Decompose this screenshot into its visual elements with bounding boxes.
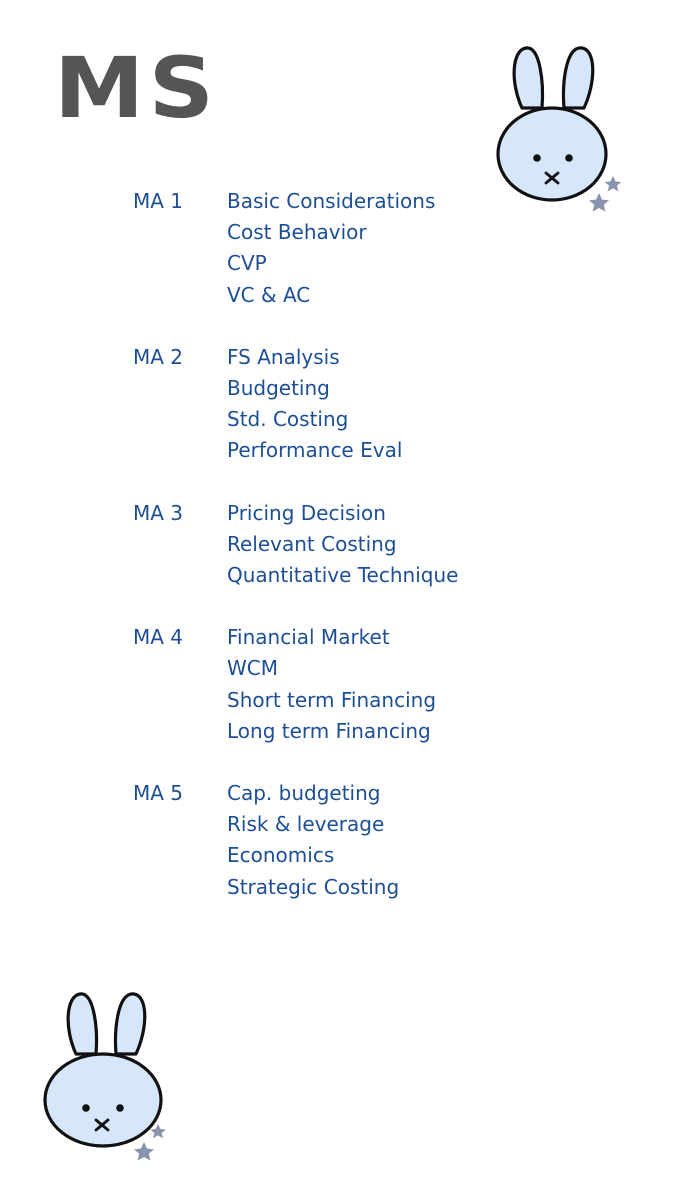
topic-item: Budgeting: [227, 376, 330, 401]
eye-icon: [116, 1104, 124, 1112]
topic-item: CVP: [227, 251, 267, 276]
module-code: MA 4: [133, 625, 184, 650]
bunny-icon: [492, 42, 626, 218]
eye-icon: [565, 154, 573, 162]
star-icon: [134, 1142, 154, 1161]
module-section-ma5: [133, 778, 653, 903]
topic-list: [227, 186, 435, 311]
topic-item: WCM: [227, 656, 278, 681]
page-title: MS: [54, 39, 219, 137]
topic-item: Short term Financing: [227, 687, 437, 712]
star-icon: [589, 193, 609, 212]
module-code: MA 5: [133, 781, 184, 806]
eye-icon: [533, 154, 541, 162]
bunny-icon: [36, 988, 170, 1164]
topic-list: [227, 778, 399, 903]
module-code: MA 3: [133, 500, 184, 525]
topic-item: Pricing Decision: [227, 500, 386, 525]
topic-list: [227, 498, 458, 592]
topic-item: Performance Eval: [227, 438, 403, 463]
module-code: MA 1: [133, 189, 184, 213]
topic-item: Quantitative Technique: [227, 563, 459, 588]
topic-item: VC & AC: [227, 282, 311, 307]
topic-item: Risk & leverage: [227, 812, 385, 837]
eye-icon: [82, 1104, 90, 1112]
topic-item: Financial Market: [227, 625, 390, 650]
topic-list: [227, 342, 402, 467]
topic-item: Std. Costing: [227, 407, 349, 432]
module-section-ma4: [133, 622, 653, 747]
topic-item: Strategic Costing: [227, 874, 400, 899]
topic-item: Economics: [227, 843, 335, 868]
topic-item: Cost Behavior: [227, 220, 367, 245]
topic-item: Cap. budgeting: [227, 781, 381, 806]
topic-item: Long term Financing: [227, 718, 431, 743]
module-section-ma2: [133, 342, 653, 467]
star-icon: [605, 176, 622, 191]
module-list: [133, 186, 653, 934]
module-section-ma3: [133, 498, 653, 592]
topic-item: Relevant Costing: [227, 531, 397, 556]
topic-item: FS Analysis: [227, 344, 340, 369]
topic-list: [227, 622, 436, 747]
module-code: MA 2: [133, 344, 184, 369]
topic-item: Basic Considerations: [227, 189, 436, 213]
